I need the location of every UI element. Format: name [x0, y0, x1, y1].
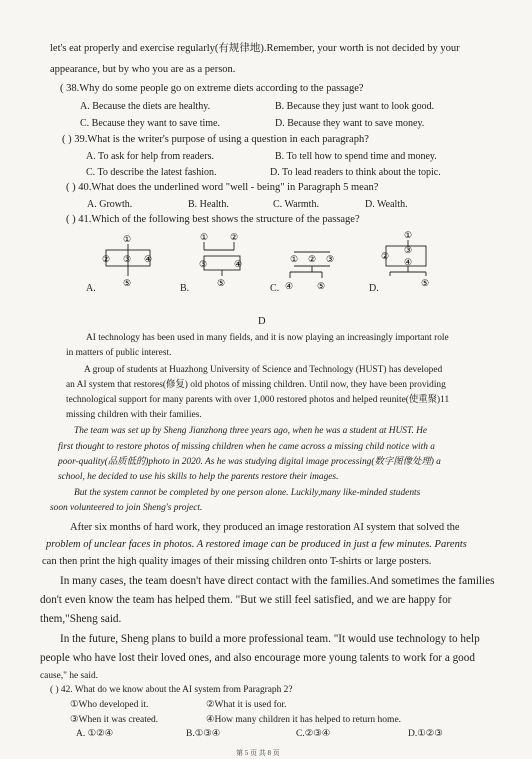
q42-item-1: ①Who developed it.	[70, 700, 149, 710]
node-5: ⑤	[421, 278, 430, 288]
q39-option-c[interactable]: C. To describe the latest fashion.	[86, 167, 217, 178]
node-2: ②	[102, 254, 111, 264]
para2-line1: A group of students at Huazhong University of Science and Technology (HUST) has developed	[84, 365, 443, 375]
node-4: ④	[144, 254, 153, 264]
para2-line4: missing children with their families.	[66, 410, 202, 420]
q38-option-a[interactable]: A. Because the diets are healthy.	[80, 101, 211, 112]
q39-option-d[interactable]: D. To lead readers to think about the topic.	[270, 167, 441, 178]
para7-line1: In the future, Sheng plans to build a more professional team. "It would use technology to help	[60, 633, 480, 645]
q38-option-b[interactable]: B. Because they just want to look good.	[275, 101, 435, 112]
structure-diagram-a[interactable]	[98, 232, 158, 297]
structure-diagram-d[interactable]	[382, 228, 442, 295]
para7-line3: cause," he said.	[40, 671, 98, 681]
q39-stem: ( ) 39.What is the writer's purpose of using a question in each paragraph?	[62, 134, 369, 145]
q42-option-c[interactable]: C.②③④	[296, 729, 331, 739]
structure-diagram-b[interactable]	[196, 230, 256, 295]
para6-line1: In many cases, the team doesn't have direct contact with the families.And sometimes the families	[60, 575, 495, 587]
q39-option-a[interactable]: A. To ask for help from readers.	[86, 151, 214, 162]
para5-line3: can then print the high quality images of their missing children onto T-shirts or large posters.	[42, 556, 432, 567]
structure-diagram-c[interactable]	[285, 238, 354, 299]
node-4: ④	[404, 257, 413, 267]
node-5: ⑤	[217, 278, 226, 288]
node-5: ⑤	[317, 281, 326, 291]
q42-option-d[interactable]: D.①②③	[408, 729, 443, 739]
q40-option-b[interactable]: B. Health.	[188, 199, 229, 210]
q41-label-c: C.	[270, 283, 280, 294]
para6-line2: don't even know the team has helped them. "But we still feel satisfied, and we are happy for	[40, 594, 452, 606]
node-3: ③	[123, 254, 132, 264]
node-1: ①	[404, 230, 413, 240]
q42-item-3: ③When it was created.	[70, 715, 159, 725]
para6-line3: them,"Sheng said.	[40, 613, 122, 625]
para5-line2: problem of unclear faces in photos. A restored image can be produced in just a few minutes. Parents	[46, 539, 467, 550]
node-4: ④	[234, 259, 243, 269]
node-3: ③	[404, 245, 413, 255]
q41-label-d: D.	[369, 283, 379, 294]
q38-option-d[interactable]: D. Because they want to save money.	[275, 118, 425, 129]
q42-option-b[interactable]: B.①③④	[186, 729, 221, 739]
q40-option-a[interactable]: A. Growth.	[87, 199, 133, 210]
section-d-title: D	[258, 316, 266, 327]
para2-line2: an AI system that restores(修复) old photos of missing children. Until now, they have been providing	[66, 380, 446, 390]
page-footer: 第 5 页 共 8 页	[236, 749, 280, 757]
para1-line2: in matters of public interest.	[66, 348, 172, 358]
q38-stem: ( 38.Why do some people go on extreme diets according to the passage?	[60, 83, 364, 94]
para4-line1: But the system cannot be completed by one person alone. Luckily,many like-minded students	[74, 488, 421, 498]
q39-option-b[interactable]: B. To tell how to spend time and money.	[275, 151, 437, 162]
para3-line1: The team was set up by Sheng Jianzhong three years ago, when he was a student at HUST. He	[74, 426, 428, 436]
intro-line-2: appearance, but by who you are as a person.	[50, 64, 236, 75]
node-1: ①	[200, 232, 209, 242]
q40-option-c[interactable]: C. Warmth.	[273, 199, 319, 210]
q42-item-4: ④How many children it has helped to return home.	[206, 715, 402, 725]
node-5: ⑤	[123, 278, 132, 288]
node-2: ②	[381, 251, 390, 261]
para3-line3: poor-quality(品质低的)photo in 2020. As he was studying digital image processing(数字图像处理) a	[58, 457, 441, 467]
node-4: ④	[285, 281, 294, 291]
q40-option-d[interactable]: D. Wealth.	[365, 199, 408, 210]
q38-option-c[interactable]: C. Because they want to save time.	[80, 118, 220, 129]
node-3: ③	[199, 259, 208, 269]
intro-line-1: let's eat properly and exercise regularly(有规律地).Remember, your worth is not decided by your	[50, 43, 460, 54]
node-2: ②	[230, 232, 239, 242]
para3-line4: school, he decided to use his skills to help the parents restore their images.	[58, 472, 339, 482]
q42-stem: ( ) 42. What do we know about the AI system from Paragraph 2?	[50, 685, 293, 695]
q41-label-b: B.	[180, 283, 190, 294]
q40-stem: ( ) 40.What does the underlined word "well - being" in Paragraph 5 mean?	[66, 182, 379, 193]
para2-line3: technological support for many parents with over 1,000 restored photos and helped reunite(使重聚)11	[66, 395, 450, 405]
q41-label-a: A.	[86, 283, 96, 294]
para4-line2: soon volunteered to join Sheng's project.	[50, 503, 203, 513]
node-1: ①	[290, 254, 299, 264]
q42-option-a[interactable]: A. ①②④	[76, 729, 114, 739]
q41-stem: ( ) 41.Which of the following best shows the structure of the passage?	[66, 214, 360, 225]
node-2: ②	[308, 254, 317, 264]
para1-line1: AI technology has been used in many fields, and it is now playing an increasingly important role	[86, 333, 449, 343]
node-1: ①	[123, 234, 132, 244]
para3-line2: first thought to restore photos of missing children when he came across a missing child notice with a	[58, 442, 435, 452]
node-3: ③	[326, 254, 335, 264]
para5-line1: After six months of hard work, they produced an image restoration AI system that solved the	[70, 522, 460, 533]
q42-item-2: ②What it is used for.	[206, 700, 287, 710]
para7-line2: people who have lost their loved ones, and also encourage more young talents to work for a good	[40, 652, 475, 664]
